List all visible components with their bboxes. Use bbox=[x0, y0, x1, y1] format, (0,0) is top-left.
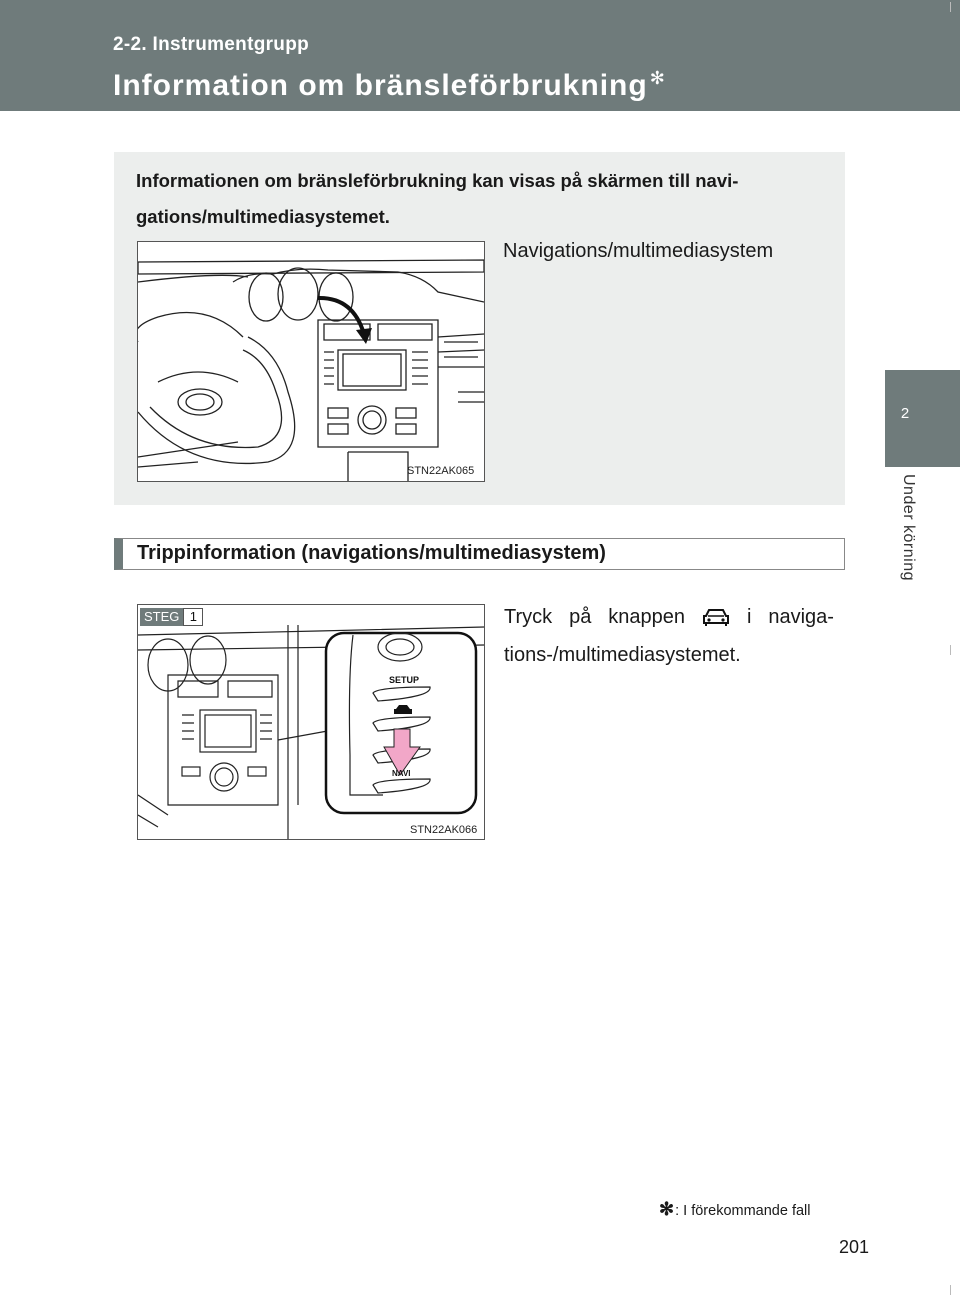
chapter-label: Under körning bbox=[900, 474, 917, 581]
page-number: 201 bbox=[839, 1237, 870, 1257]
step-number: 1 bbox=[183, 608, 203, 626]
page-title bbox=[113, 68, 666, 103]
intro-text bbox=[136, 163, 826, 235]
crop-mark bbox=[950, 645, 951, 655]
car-icon bbox=[702, 607, 730, 627]
console-illustration bbox=[138, 605, 484, 839]
dashboard-figure bbox=[137, 241, 485, 482]
step-word: Tryck bbox=[504, 606, 553, 628]
section-heading: Trippinformation (navigations/multimediasystem) bbox=[137, 542, 606, 564]
crop-mark bbox=[950, 2, 951, 12]
step-word: naviga- bbox=[768, 606, 834, 628]
step-word: knappen bbox=[608, 606, 686, 628]
step-line: tions-/multimediasystemet. bbox=[504, 644, 741, 666]
footnote-text: : I förekommande fall bbox=[675, 1203, 811, 1219]
setup-label: SETUP bbox=[389, 675, 420, 685]
crop-mark bbox=[950, 1285, 951, 1295]
intro-line: gations/multimediasystemet. bbox=[136, 206, 390, 227]
figure-code: STN22AK066 bbox=[410, 824, 478, 836]
step-word: i bbox=[746, 606, 752, 628]
section-heading-box bbox=[114, 538, 845, 570]
intro-line: Informationen om bränsleförbrukning kan visas på skärmen till navi- bbox=[136, 170, 739, 191]
section-label: 2-2. Instrumentgrupp bbox=[113, 34, 310, 55]
chapter-number: 2 bbox=[900, 405, 910, 422]
step-instruction bbox=[504, 598, 834, 674]
figure-code: STN22AK065 bbox=[407, 465, 475, 477]
dashboard-illustration bbox=[138, 242, 484, 481]
step-badge bbox=[140, 608, 203, 626]
figure-caption: Navigations/multimediasystem bbox=[503, 240, 774, 262]
asterisk-mark: ✻ bbox=[659, 1199, 675, 1219]
page-header bbox=[0, 0, 960, 111]
step-label: STEG bbox=[140, 608, 183, 626]
asterisk-mark: ✻ bbox=[649, 68, 666, 88]
page-title-text: Information om bränsleförbrukning bbox=[113, 69, 648, 102]
step-word: på bbox=[569, 606, 592, 628]
navi-label: NAVI bbox=[392, 769, 411, 778]
footnote bbox=[659, 1199, 811, 1220]
step-figure bbox=[137, 604, 485, 840]
